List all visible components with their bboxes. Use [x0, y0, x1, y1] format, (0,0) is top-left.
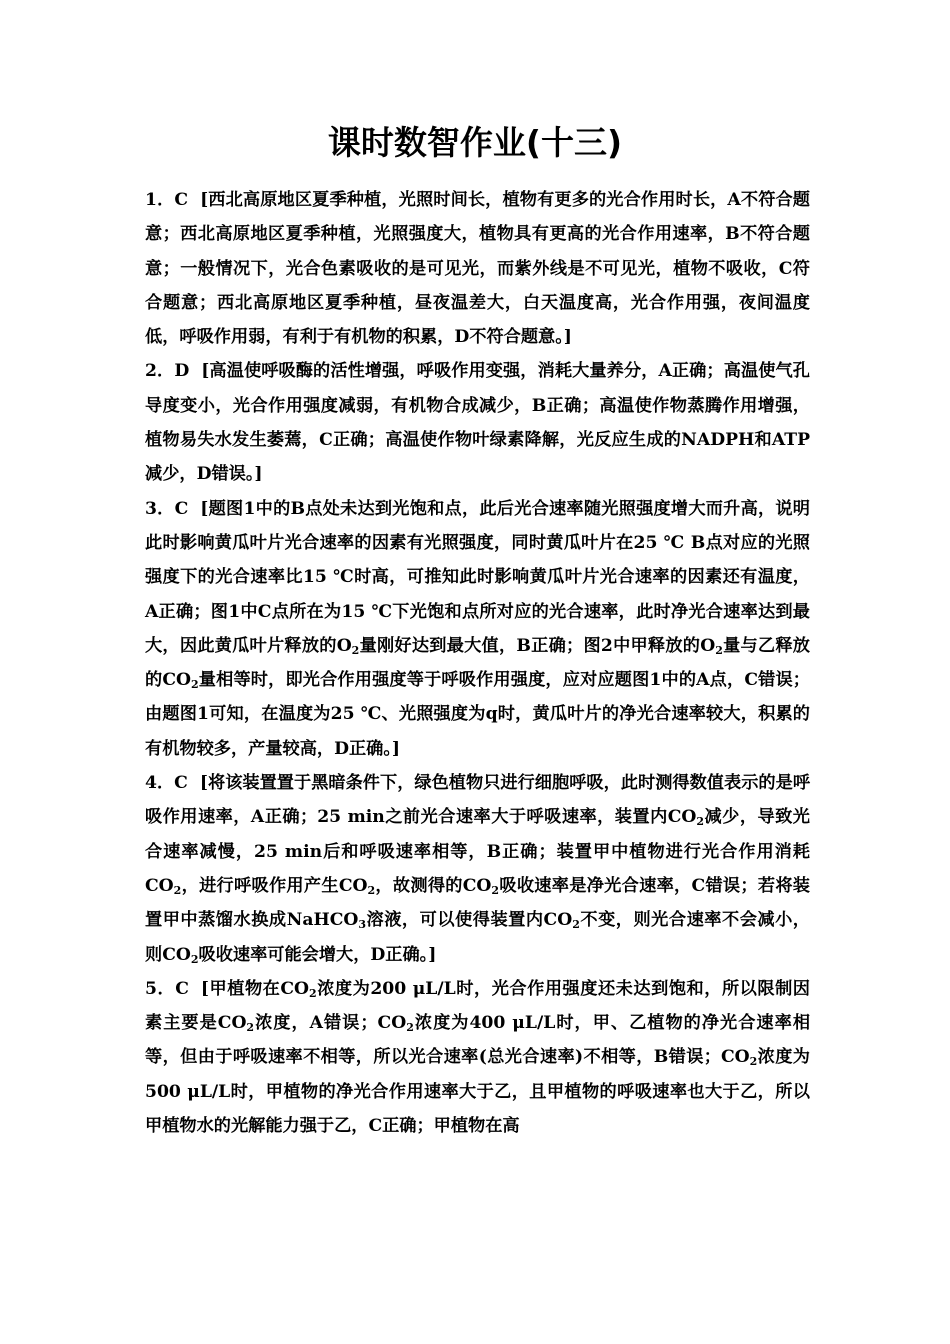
- answer-text: [西北高原地区夏季种植，光照时间长，植物有更多的光合作用时长，A不符合题意；西北高原地区夏季种植，光照强度大，植物具有更高的光合作用速率，B不符合题意；一般情况下，光合色素吸收的是可见光，而紫外线是不可见光，植物不吸收，C符合题意；西北高原地区夏季种植，昼夜温差大，白天温度高，光合作用强，夜间温度低，呼吸作用弱，有利于有机物的积累，D不符合题意。]: [145, 190, 810, 348]
- answer-number: 2．D: [145, 361, 190, 382]
- page-title: 课时数智作业(十三): [327, 123, 623, 162]
- answer-item: [145, 492, 810, 766]
- answer-item: [145, 766, 810, 972]
- answer-number: 1．C: [145, 190, 189, 210]
- answer-list: [145, 183, 810, 1143]
- answer-number: 3．C: [145, 498, 189, 519]
- answer-text: [高温使呼吸酶的活性增强，呼吸作用变强，消耗大量养分，A正确；高温使气孔导度变小，光合作用强度减弱，有机物合成减少，B正确；高温使作物蒸腾作用增强，植物易失水发生萎蔫，C正确；高温使作物叶绿素降解，光反应生成的NADPH和ATP减少，D错误。]: [145, 361, 810, 485]
- answer-text: [将该装置置于黑暗条件下，绿色植物只进行细胞呼吸，此时测得数值表示的是呼吸作用速率，A正确；25 min之前光合速率大于呼吸速率，装置内$CO_2$减少，导致光合速率减慢，25 min后和呼吸速率相等，B正确；装置甲中植物进行光合作用消耗$CO_2$，进行呼吸作用产生$CO_2$，故测得的$CO_2$吸收速率是净光合速率，C错误；若将装置甲中蒸馏水换成NaHCO$_3$溶液，可以使得装置内$CO_2$不变，则光合速率不会减小，则$CO_2$吸收速率可能会增大，D正确。]: [145, 773, 811, 966]
- answer-number: 5．C: [145, 978, 189, 999]
- answer-item: [145, 183, 810, 354]
- answer-text: [甲植物在$CO_2$浓度为200 μL/L时，光合作用强度还未达到饱和，所以限制因素主要是$CO_2$浓度，A错误；$CO_2$浓度为400 μL/L时，甲、乙植物的净光合速率相等，但由于呼吸速率不相等，所以光合速率(总光合速率)不相等，B错误；$CO_2$浓度为500 μL/L时，甲植物的净光合作用速率大于乙，且甲植物的呼吸速率也大于乙，所以甲植物水的光解能力强于乙，C正确；甲植物在高: [145, 978, 811, 1137]
- answer-text: [题图1中的B点处未达到光饱和点，此后光合速率随光照强度增大而升高，说明此时影响黄瓜叶片光合速率的因素有光照强度，同时黄瓜叶片在25 ℃ B点对应的光照强度下的光合速率比15 ℃时高，可推知此时影响黄瓜叶片光合速率的因素还有温度，A正确；图1中C点所在为15 ℃下光饱和点所对应的光合速率，此时净光合速率达到最大，因此黄瓜叶片释放的$O_2$量刚好达到最大值，B正确；图2中甲释放的$O_2$量与乙释放的$CO_2$量相等时，即光合作用强度等于呼吸作用强度，应对应题图1中的A点，C错误；由题图1可知，在温度为25 ℃、光照强度为q时，黄瓜叶片的净光合速率较大，积累的有机物较多，产量较高，D正确。]: [145, 498, 810, 759]
- answer-item: [145, 354, 810, 491]
- answer-number: 4．C: [145, 773, 188, 794]
- answer-item: [145, 972, 810, 1143]
